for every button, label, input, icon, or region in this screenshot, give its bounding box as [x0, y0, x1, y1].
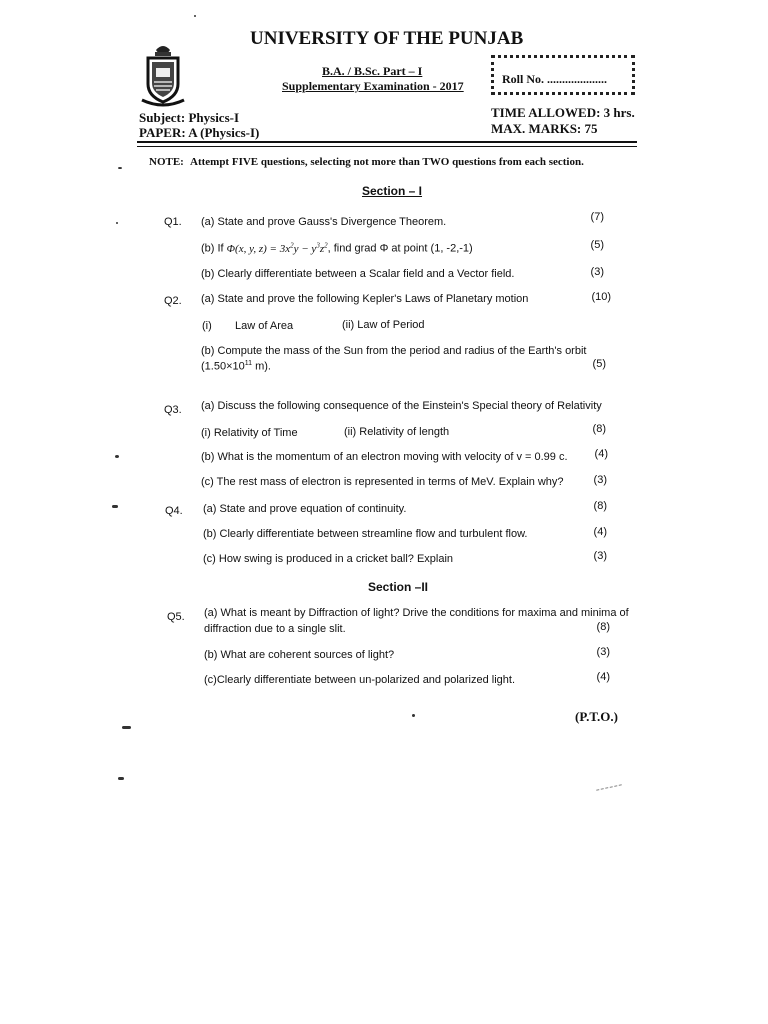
section-1-heading: Section – I: [362, 184, 423, 198]
q3-item-i: (i) Relativity of Time: [201, 427, 298, 439]
q1-part-a: (a) State and prove Gauss's Divergence Theorem.: [201, 216, 447, 228]
q1-part-c-marks: (3): [590, 266, 604, 278]
time-allowed: TIME ALLOWED: 3 hrs.: [491, 105, 635, 120]
note-text: Attempt FIVE questions, selecting not more than TWO questions from each section.: [190, 156, 584, 168]
scan-mark: [596, 784, 622, 790]
q5-number: Q5.: [167, 611, 185, 623]
q2-value-base: (1.50×10: [201, 360, 245, 373]
scan-speck: [115, 455, 119, 458]
q4-part-b-marks: (4): [593, 526, 607, 538]
paper-label: PAPER: A (Physics-I): [139, 125, 260, 140]
q4-part-b: (b) Clearly differentiate between streamline flow and turbulent flow.: [203, 528, 528, 540]
note-label: NOTE:: [149, 156, 184, 168]
subject-label: Subject: Physics-I: [139, 110, 240, 125]
q2-part-b: (b) Compute the mass of the Sun from the period and radius of the Earth's orbit: [201, 345, 587, 357]
q3-part-a-marks: (8): [592, 423, 606, 435]
q4-part-a: (a) State and prove equation of continuity.: [203, 503, 407, 515]
q5-part-b: (b) What are coherent sources of light?: [204, 649, 395, 661]
degree-title: B.A. / B.Sc. Part – I: [322, 64, 423, 78]
q5-part-a-cont: diffraction due to a single slit.: [204, 623, 346, 635]
q4-part-c: (c) How swing is produced in a cricket ball? Explain: [203, 553, 454, 565]
q1-part-b-marks: (5): [590, 239, 604, 251]
header-rule-bottom: [137, 146, 637, 147]
q3-part-a: (a) Discuss the following consequence of the Einstein's Special theory of Relativity: [201, 400, 602, 412]
q5-part-a: (a) What is meant by Diffraction of light? Drive the conditions for maxima and minima of: [204, 607, 629, 619]
q1-part-b-prefix: (b) If: [201, 242, 227, 255]
section-2-heading: Section –II: [368, 580, 429, 594]
q5-part-c: (c)Clearly differentiate between un-polarized and polarized light.: [204, 674, 516, 686]
exam-title: Supplementary Examination - 2017: [282, 79, 464, 93]
q2-number: Q2.: [164, 295, 182, 307]
university-title: UNIVERSITY OF THE PUNJAB: [250, 28, 524, 49]
q5-part-c-marks: (4): [596, 671, 610, 683]
scan-speck: [116, 222, 118, 224]
q4-part-c-marks: (3): [593, 550, 607, 562]
scan-speck: [112, 505, 118, 508]
q2-value-unit: m).: [252, 360, 271, 373]
q3-part-b: (b) What is the momentum of an electron moving with velocity of v = 0.99 c.: [201, 451, 568, 463]
roll-no-box: [491, 55, 635, 95]
q2-value-exponent: 11: [244, 360, 253, 367]
q2-item-ii: (ii) Law of Period: [342, 319, 425, 331]
q2-part-b-marks: (5): [592, 358, 606, 370]
q1-part-c: (b) Clearly differentiate between a Scalar field and a Vector field.: [201, 268, 515, 280]
roll-no-field: Roll No. ....................: [502, 72, 607, 86]
q5-part-a-marks: (8): [596, 621, 610, 633]
header-rule-top: [137, 141, 637, 143]
q3-item-ii: (ii) Relativity of length: [344, 426, 450, 438]
page-turn-note: (P.T.O.): [575, 709, 618, 724]
q5-part-b-marks: (3): [596, 646, 610, 658]
q4-part-a-marks: (8): [593, 500, 607, 512]
scan-speck: [118, 777, 124, 780]
q2-item-i-text: Law of Area: [235, 320, 294, 332]
q3-part-b-marks: (4): [594, 448, 608, 460]
q3-part-c-marks: (3): [593, 474, 607, 486]
q1-formula: Φ(x, y, $z) = 3x^2y - y^3z^2$: [226, 241, 328, 255]
scan-speck: [412, 714, 415, 717]
university-crest-icon: [138, 40, 188, 108]
q1-part-b: [201, 241, 473, 255]
q1-number: Q1.: [164, 216, 182, 228]
max-marks: MAX. MARKS: 75: [491, 121, 598, 136]
q3-part-c: (c) The rest mass of electron is represented in terms of MeV. Explain why?: [201, 476, 564, 488]
q2-part-a-marks: (10): [591, 291, 611, 303]
q3-number: Q3.: [164, 404, 182, 416]
scan-speck: [118, 167, 122, 169]
scan-speck: [194, 15, 196, 17]
q1-part-a-marks: (7): [590, 211, 604, 223]
scan-speck: [122, 726, 131, 729]
q4-number: Q4.: [165, 505, 183, 517]
q1-part-b-suffix: , find grad Φ at point (1, -2,-1): [327, 242, 473, 255]
q2-part-b-value: [201, 360, 271, 373]
q2-item-i: (i): [202, 320, 212, 332]
q2-part-a: (a) State and prove the following Kepler's Laws of Planetary motion: [201, 293, 529, 305]
